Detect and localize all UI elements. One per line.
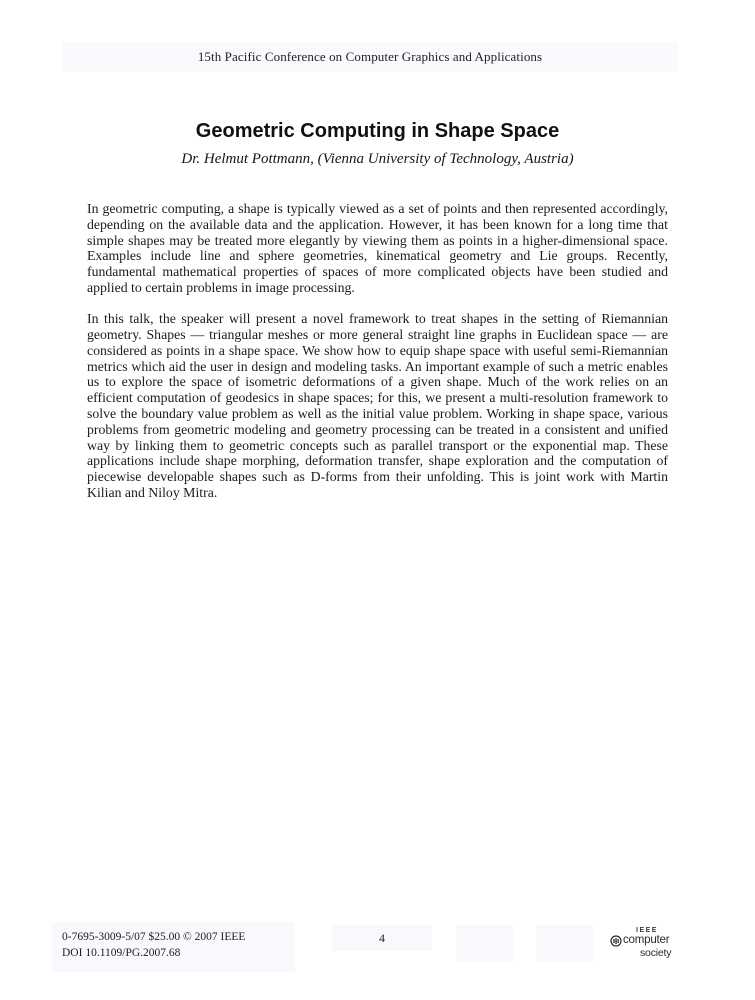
abstract-body — [87, 201, 668, 501]
ieee-logo-middle-row — [610, 935, 690, 947]
ieee-logo-top-text: IEEE — [636, 927, 658, 934]
copyright-line-1: 0-7695-3009-5/07 $25.00 © 2007 IEEE — [62, 931, 246, 943]
copyright-line-2: DOI 10.1109/PG.2007.68 — [62, 947, 181, 959]
ieee-computer-society-logo — [610, 927, 690, 959]
paper-author: Dr. Helmut Pottmann, (Vienna University of Technology, Austria) — [181, 151, 574, 167]
footer-copyright — [62, 929, 245, 961]
abstract-paragraph-1: In geometric computing, a shape is typically viewed as a set of points and then represented accordingly, depending on the available data and the application. However, it has been known for a long time that simple shapes may be treated more elegantly by viewing them as points in a higher-dimensional space. Examples include line and sphere geometries, kinematical geometry and Lie groups. Recently, fundamental mathematical properties of spaces of more complicated objects have been studied and applied to certain problems in image processing. — [87, 201, 668, 295]
ieee-logo-society-text: society — [640, 947, 672, 959]
ieee-cs-emblem-icon — [610, 935, 622, 947]
running-head-text: 15th Pacific Conference on Computer Graphics and Applications — [197, 49, 543, 64]
running-head-band — [62, 42, 678, 72]
page-number-box — [332, 925, 432, 951]
paper-title: Geometric Computing in Shape Space — [195, 120, 560, 142]
scan-artifact-box-2 — [536, 925, 593, 962]
abstract-paragraph-2: In this talk, the speaker will present a novel framework to treat shapes in the setting of Riemannian geometry. Shapes — triangular meshes or more general straight line graphs in Euclidean space — are considered as points in a shape space. We show how to equip shape space with useful semi-Riemannian metrics which aid the user in design and modeling tasks. An important example of such a metric enables us to explore the space of isometric deformations of a given shape. Much of the work relies on an efficient computation of geodesics in shape spaces; for this, we present a multi-resolution framework to solve the boundary value problem as well as the initial value problem. Working in shape space, various problems from geometric modeling and geometry processing can be treated in a consistent and unified way by linking them to geometric concepts such as parallel transport or the exponential map. These applications include shape morphing, deformation transfer, shape exploration and the computation of piecewise developable shapes such as D-forms from their unfolding. This is joint work with Martin Kilian and Niloy Mitra. — [87, 311, 668, 501]
page-number: 4 — [379, 930, 385, 945]
ieee-logo-computer-text: computer — [623, 934, 670, 947]
scan-artifact-box-1 — [456, 925, 513, 962]
